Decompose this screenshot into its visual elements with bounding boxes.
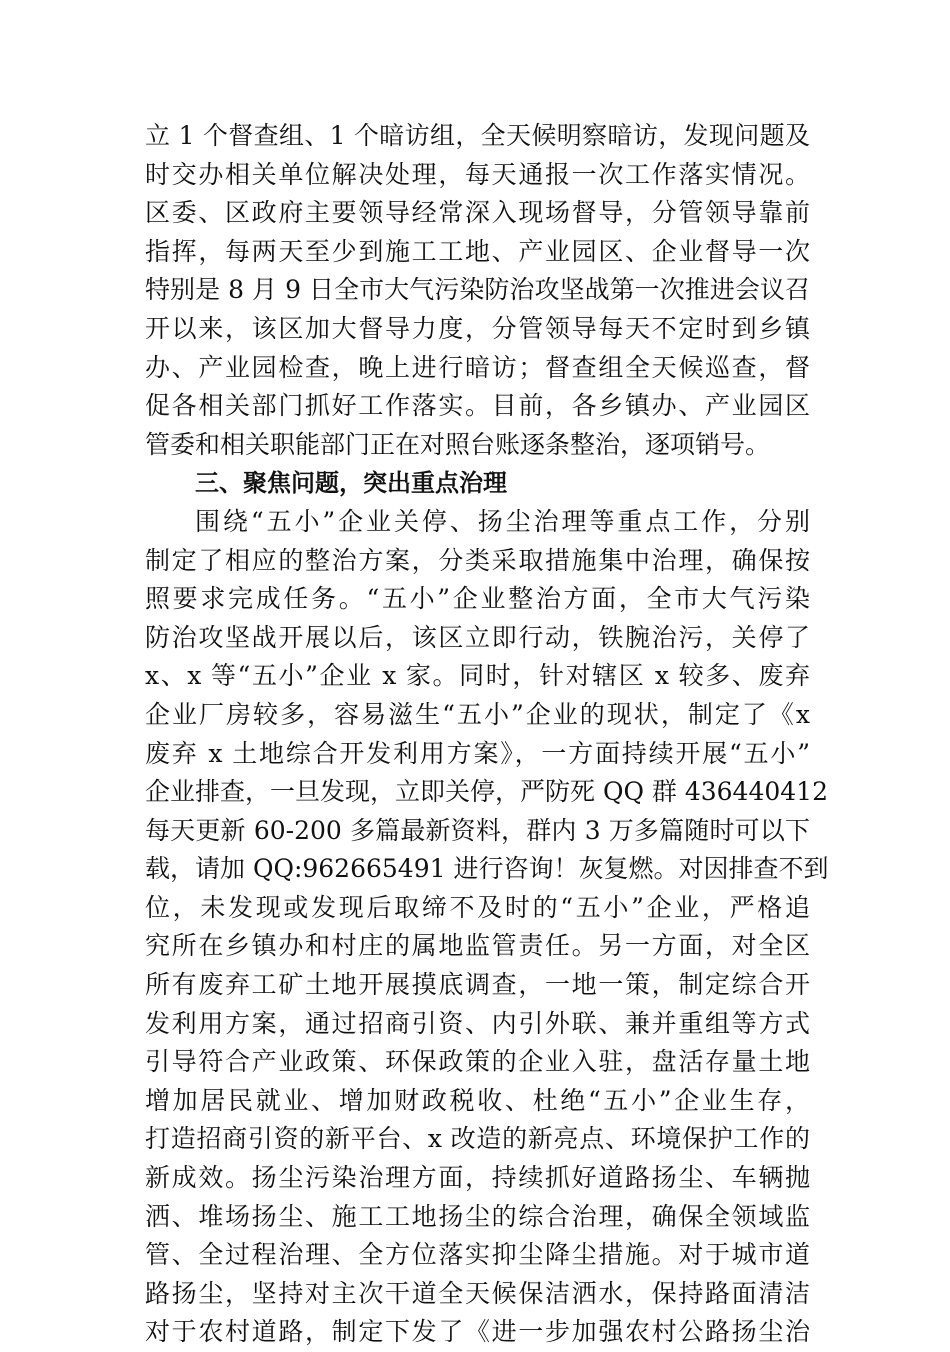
text-line: 开以来，该区加大督导力度，分管领导每天不定时到乡镇 (145, 313, 810, 343)
text-line: x、x 等“五小”企业 x 家。同时，针对辖区 x 较多、废弃 (145, 661, 810, 691)
text-line: 企业厂房较多，容易滋生“五小”企业的现状，制定了《x (145, 699, 810, 729)
text-line: 打造招商引资的新平台、x 改造的新亮点、环境保护工作的 (145, 1124, 810, 1154)
text-line: 引导符合产业政策、环保政策的企业入驻，盘活存量土地 (145, 1047, 810, 1077)
text-line: 促各相关部门抓好工作落实。目前，各乡镇办、产业园区 (145, 391, 810, 421)
text-line: 管委和相关职能部门正在对照台账逐条整治，逐项销号。 (145, 429, 771, 459)
text-line: 防治攻坚战开展以后，该区立即行动，铁腕治污，关停了 (145, 622, 810, 652)
text-line: 废弃 x 土地综合开发利用方案》，一方面持续开展“五小” (145, 738, 810, 768)
text-line: 位，未发现或发现后取缔不及时的“五小”企业，严格追 (145, 892, 810, 922)
text-line: 区委、区政府主要领导经常深入现场督导，分管领导靠前 (145, 198, 810, 228)
text-line: 究所在乡镇办和村庄的属地监管责任。另一方面，对全区 (145, 931, 810, 961)
text-line: 指挥，每两天至少到施工工地、产业园区、企业督导一次 (145, 236, 810, 266)
text-line: 围绕“五小”企业关停、扬尘治理等重点工作，分别 (195, 506, 810, 536)
text-line: 对于农村道路，制定下发了《进一步加强农村公路扬尘治 (145, 1317, 810, 1347)
section-heading: 三、聚焦问题，突出重点治理 (195, 469, 507, 498)
text-line: 办、产业园检查，晚上进行暗访；督查组全天候巡查，督 (145, 352, 810, 382)
text-line: 新成效。扬尘污染治理方面，持续抓好道路扬尘、车辆抛 (145, 1163, 810, 1193)
text-line: 每天更新 60-200 多篇最新资料，群内 3 万多篇随时可以下 (145, 815, 810, 845)
paragraph-1 (145, 117, 810, 464)
text-line: 载，请加 QQ:962665491 进行咨询！灰复燃。对因排查不到 (145, 854, 829, 884)
text-line: 发利用方案，通过招商引资、内引外联、兼并重组等方式 (145, 1008, 810, 1038)
text-line: 立 1 个督查组、1 个暗访组，全天候明察暗访，发现问题及 (145, 121, 810, 150)
text-line: 特别是 8 月 9 日全市大气污染防治攻坚战第一次推进会议召 (145, 275, 810, 305)
document-body (145, 117, 829, 1352)
text-line: 洒、堆场扬尘、施工工地扬尘的综合治理，确保全领域监 (145, 1201, 810, 1231)
text-line: 增加居民就业、增加财政税收、杜绝“五小”企业生存， (145, 1085, 810, 1115)
text-line: 照要求完成任务。“五小”企业整治方面，全市大气污染 (145, 584, 810, 614)
text-line: 时交办相关单位解决处理，每天通报一次工作落实情况。 (145, 159, 810, 189)
text-line: 路扬尘，坚持对主次干道全天候保洁洒水，保持路面清洁 (145, 1278, 810, 1308)
text-line: 所有废弃工矿土地开展摸底调查，一地一策，制定综合开 (145, 970, 810, 1000)
text-line: 管、全过程治理、全方位落实抑尘降尘措施。对于城市道 (145, 1240, 810, 1270)
text-line: 企业排查，一旦发现，立即关停，严防死 QQ 群 436440412 (145, 777, 828, 807)
text-line: 制定了相应的整治方案，分类采取措施集中治理，确保按 (145, 545, 810, 575)
paragraph-2 (145, 503, 829, 1352)
